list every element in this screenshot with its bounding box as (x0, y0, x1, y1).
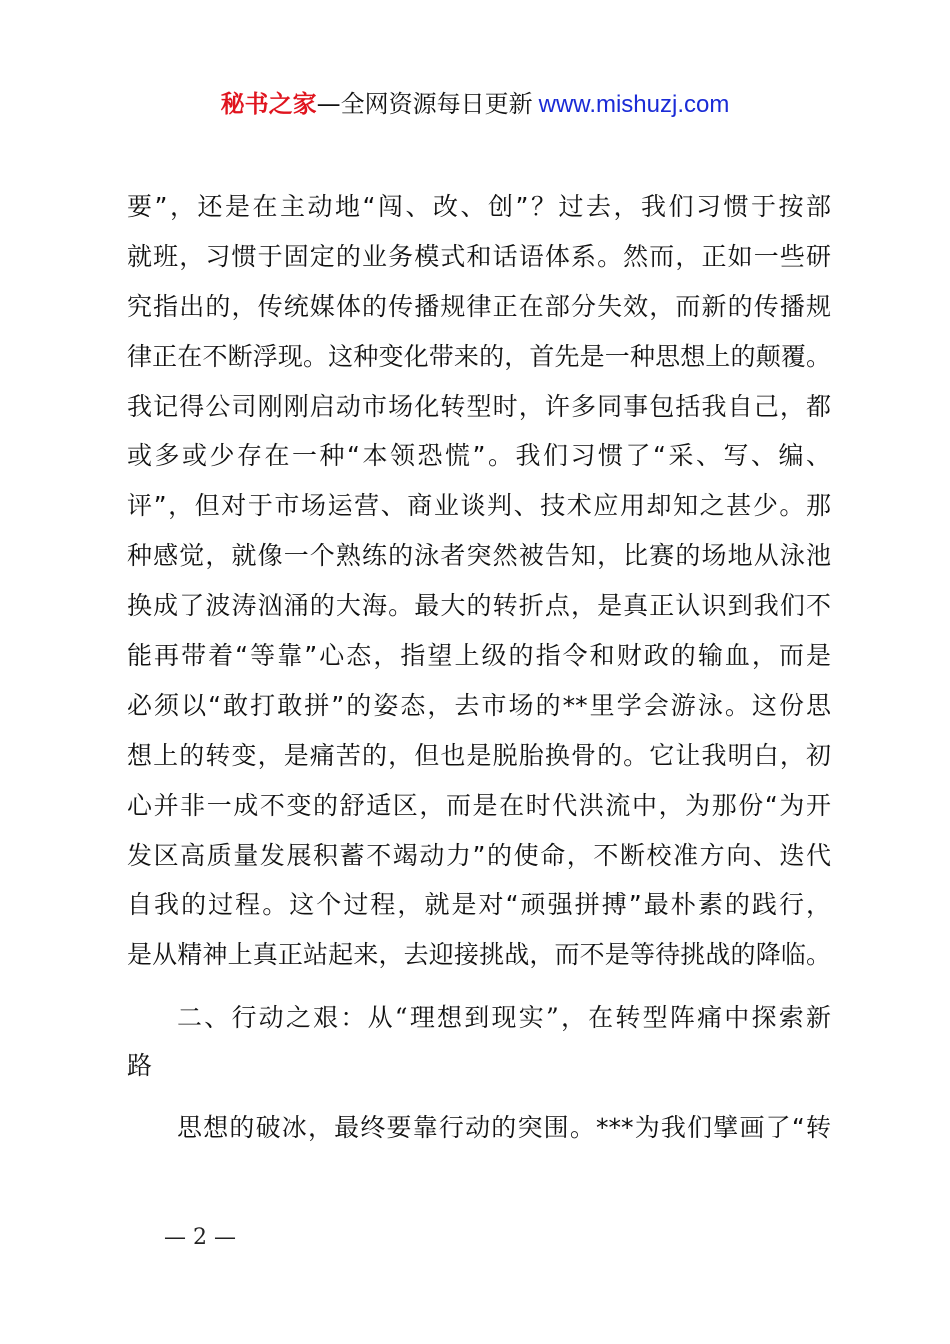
brand-name: 秘书之家 (220, 90, 317, 118)
text-line: 评”，但对于市场运营、商业谈判、技术应用却知之甚少。那 (127, 491, 831, 521)
section-heading (127, 994, 831, 1090)
text-line: 发区高质量发展积蓄不竭动力”的使命，不断校准方向、迭代 (127, 840, 831, 870)
text-line: 心并非一成不变的舒适区，而是在时代洪流中，为那份“为开 (127, 790, 831, 820)
text-line: 能再带着“等靠”心态，指望上级的指令和财政的输血，而是 (127, 641, 831, 671)
section-heading-line: 二、行动之艰：从“理想到现实”，在转型阵痛中探索新 (177, 1003, 831, 1032)
text-line: 要”，还是在主动地“闯、改、创”？过去，我们习惯于按部 (127, 192, 831, 221)
text-line: 种感觉，就像一个熟练的泳者突然被告知，比赛的场地从泳池 (127, 541, 831, 571)
text-line: 思想的破冰，最终要靠行动的突围。***为我们擘画了“转 (177, 1113, 831, 1142)
page-header (0, 86, 950, 123)
page-number: — 2 — (164, 1225, 236, 1250)
text-line: 或多或少存在一种“本领恐慌”。我们习惯了“采、写、编、 (127, 441, 831, 471)
text-line: 想上的转变，是痛苦的，但也是脱胎换骨的。它让我明白，初 (127, 740, 831, 770)
text-line: 换成了波涛汹涌的大海。最大的转折点，是真正认识到我们不 (127, 591, 831, 621)
text-line: 我记得公司刚刚启动市场化转型时，许多同事包括我自己，都 (127, 391, 831, 421)
header-tagline: —全网资源每日更新 (316, 90, 533, 118)
text-line: 律正在不断浮现。这种变化带来的，首先是一种思想上的颠覆。 (127, 341, 831, 371)
next-paragraph (127, 1103, 831, 1152)
site-url-link[interactable]: www.mishuzj.com (538, 91, 730, 118)
text-line: 是从精神上真正站起来，去迎接挑战，而不是等待挑战的降临。 (127, 940, 831, 970)
section-heading-line: 路 (127, 1051, 153, 1080)
text-line: 自我的过程。这个过程，就是对“顽强拼搏”最朴素的践行， (127, 890, 831, 920)
text-line: 究指出的，传统媒体的传播规律正在部分失效，而新的传播规 (127, 291, 831, 321)
text-line: 就班，习惯于固定的业务模式和话语体系。然而，正如一些研 (127, 241, 831, 271)
text-line: 必须以“敢打敢拼”的姿态，去市场的**里学会游泳。这份思 (127, 690, 831, 720)
body-paragraph (127, 182, 831, 980)
